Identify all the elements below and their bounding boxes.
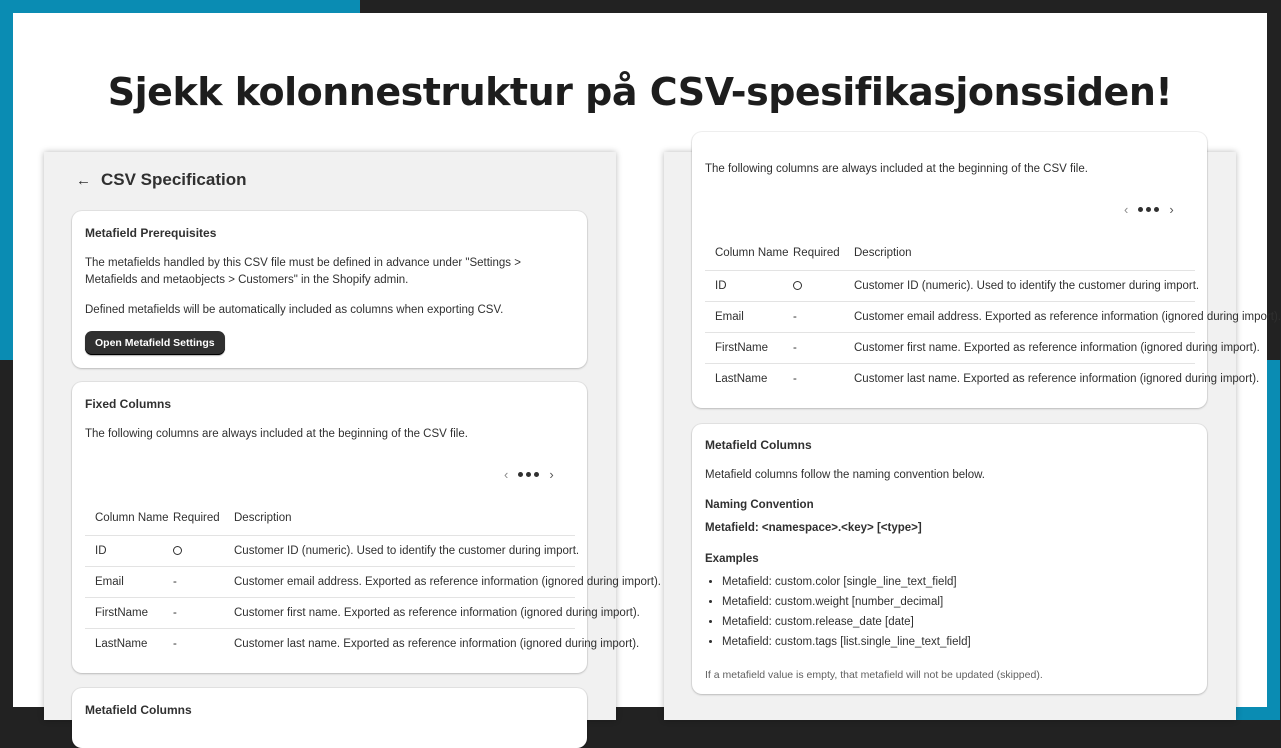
empty-value-note: If a metafield value is empty, that metafield will not be updated (skipped). xyxy=(705,669,1043,681)
required-circle-icon xyxy=(793,281,802,290)
fixed-columns-card xyxy=(692,132,1281,408)
required-circle-icon xyxy=(173,546,182,555)
more-dots-icon xyxy=(518,472,539,477)
table-row xyxy=(705,363,1195,394)
cell-column-name: LastName xyxy=(705,363,788,394)
examples-list xyxy=(722,572,971,652)
prerequisites-text-line1: The metafields handled by this CSV file must be defined in advance under "Settings > xyxy=(85,257,521,269)
list-item: • Metafield: custom.tags [list.single_line_text_field] xyxy=(722,632,971,652)
screenshot-right xyxy=(664,152,1281,720)
open-metafield-settings-button[interactable]: Open Metafield Settings xyxy=(85,331,225,355)
cell-required: - xyxy=(168,566,224,597)
fixed-columns-table xyxy=(85,501,661,659)
naming-convention-format: Metafield: <namespace>.<key> [<type>] xyxy=(705,522,922,534)
fixed-columns-table xyxy=(705,236,1281,394)
slide-title: Sjekk kolonnestruktur på CSV-spesifikasjonssiden! xyxy=(107,70,1173,114)
table-row xyxy=(85,628,575,659)
list-item: • Metafield: custom.color [single_line_text_field] xyxy=(722,572,971,592)
card-title: Metafield Columns xyxy=(85,703,192,717)
table-row xyxy=(85,597,575,628)
fixed-columns-intro: The following columns are always included at the beginning of the CSV file. xyxy=(85,428,468,440)
cell-required: - xyxy=(168,628,224,659)
chevron-left-icon[interactable]: ‹ xyxy=(504,467,509,482)
cell-description: Customer last name. Exported as reference information (ignored during import). xyxy=(844,363,1195,394)
metafield-columns-card xyxy=(72,688,587,748)
screenshot-left xyxy=(44,152,661,720)
cell-required: - xyxy=(788,363,844,394)
cell-description: Customer email address. Exported as reference information (ignored during import). xyxy=(224,566,575,597)
card-title: Fixed Columns xyxy=(85,397,172,411)
examples-title: Examples xyxy=(705,553,759,565)
cell-column-name: ID xyxy=(705,270,788,301)
prerequisites-text-line3: Defined metafields will be automatically included as columns when exporting CSV. xyxy=(85,304,504,316)
card-title: Metafield Prerequisites xyxy=(85,226,217,240)
fixed-columns-intro: The following columns are always included at the beginning of the CSV file. xyxy=(705,163,1088,175)
cell-column-name: ID xyxy=(85,535,168,566)
cell-description: Customer email address. Exported as reference information (ignored during import). xyxy=(844,301,1195,332)
list-item: • Metafield: custom.weight [number_decimal] xyxy=(722,592,971,612)
chevron-left-icon[interactable]: ‹ xyxy=(1124,202,1129,217)
table-row xyxy=(85,566,575,597)
table-header-row xyxy=(85,501,575,535)
cell-required xyxy=(168,535,224,566)
chevron-right-icon[interactable]: › xyxy=(1169,202,1174,217)
card-title: Metafield Columns xyxy=(705,438,812,452)
cell-column-name: FirstName xyxy=(85,597,168,628)
cell-column-name: Email xyxy=(705,301,788,332)
column-header-required: Required xyxy=(173,511,220,524)
page-header xyxy=(76,170,246,190)
page-title: CSV Specification xyxy=(101,170,247,189)
cell-description: Customer ID (numeric). Used to identify the customer during import. xyxy=(844,270,1195,301)
column-header-name: Column Name xyxy=(715,246,789,259)
cell-description: Customer first name. Exported as reference information (ignored during import). xyxy=(844,332,1195,363)
cell-description: Customer first name. Exported as reference information (ignored during import). xyxy=(224,597,575,628)
cell-column-name: Email xyxy=(85,566,168,597)
cell-description: Customer ID (numeric). Used to identify the customer during import. xyxy=(224,535,575,566)
more-dots-icon xyxy=(1138,207,1159,212)
table-row xyxy=(705,332,1195,363)
table-pager xyxy=(504,467,554,482)
fixed-columns-card xyxy=(72,382,661,673)
cell-column-name: LastName xyxy=(85,628,168,659)
prerequisites-text-line2: Metafields and metaobjects > Customers" in the Shopify admin. xyxy=(85,274,409,286)
cell-column-name: FirstName xyxy=(705,332,788,363)
table-pager xyxy=(1124,202,1174,217)
column-header-description: Description xyxy=(854,246,912,259)
column-header-description: Description xyxy=(234,511,292,524)
column-header-name: Column Name xyxy=(95,511,169,524)
naming-convention-title: Naming Convention xyxy=(705,499,814,511)
column-header-required: Required xyxy=(793,246,840,259)
metafield-columns-intro: Metafield columns follow the naming convention below. xyxy=(705,469,985,481)
table-row xyxy=(85,535,575,566)
cell-required: - xyxy=(788,332,844,363)
cell-required: - xyxy=(168,597,224,628)
cell-required xyxy=(788,270,844,301)
table-row xyxy=(705,270,1195,301)
table-header-row xyxy=(705,236,1195,270)
prerequisites-card xyxy=(72,211,587,368)
chevron-right-icon[interactable]: › xyxy=(549,467,554,482)
list-item: • Metafield: custom.release_date [date] xyxy=(722,612,971,632)
table-row xyxy=(705,301,1195,332)
metafield-columns-card xyxy=(692,424,1207,694)
cell-description: Customer last name. Exported as reference information (ignored during import). xyxy=(224,628,575,659)
cell-required: - xyxy=(788,301,844,332)
back-arrow-icon[interactable]: ← xyxy=(76,171,91,189)
